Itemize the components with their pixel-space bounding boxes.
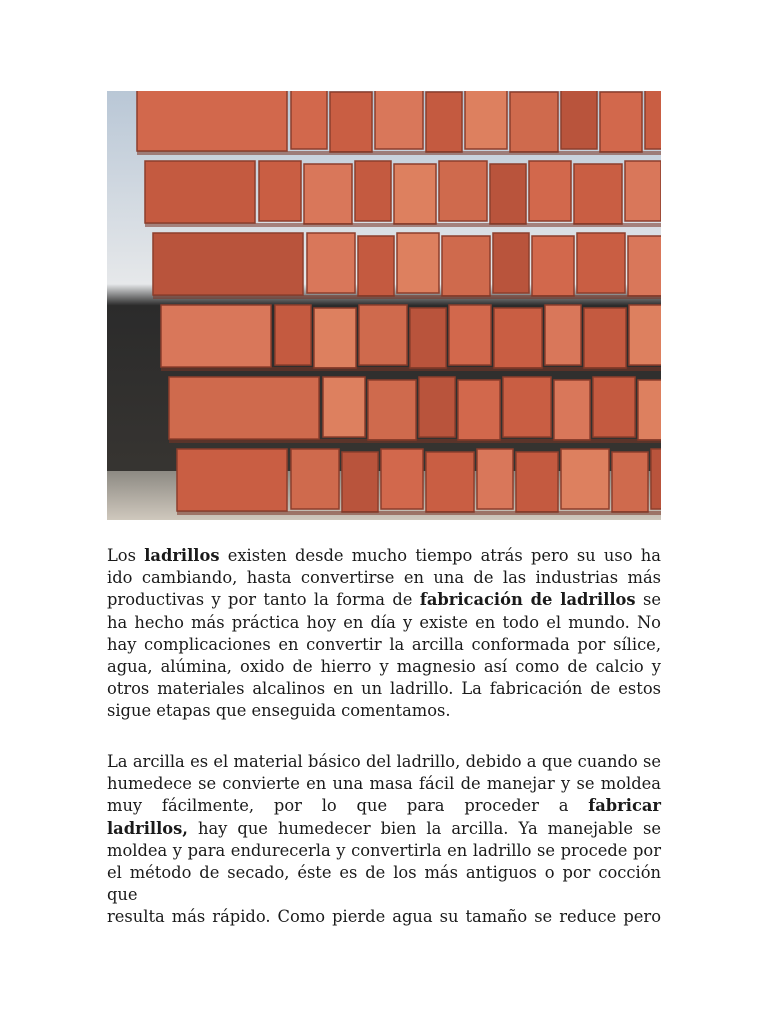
brick — [291, 449, 339, 509]
brick — [458, 380, 500, 440]
text-line — [107, 773, 661, 795]
brick — [426, 92, 462, 152]
brick — [561, 91, 597, 149]
text-line — [107, 634, 661, 656]
brick — [291, 91, 327, 149]
mortar-gap — [145, 223, 661, 227]
brick — [574, 164, 622, 224]
paragraph-arcilla — [107, 751, 661, 929]
text-line — [107, 567, 661, 589]
brick — [442, 236, 490, 296]
brick — [651, 449, 661, 509]
brick — [397, 233, 439, 293]
text-run: productivas y por tanto la forma de — [107, 590, 420, 610]
brick — [359, 305, 407, 365]
brick — [330, 92, 372, 152]
brick — [259, 161, 301, 221]
mortar-gap — [169, 439, 661, 443]
brick — [628, 236, 661, 296]
text-run: ido cambiando, hasta convertirse en una de las industrias más — [107, 568, 661, 588]
bold-keyword: ladrillos, — [107, 818, 188, 838]
brick — [516, 452, 558, 512]
brick — [561, 449, 609, 509]
brick — [355, 161, 391, 221]
brick — [577, 233, 625, 293]
brick — [600, 92, 642, 152]
text-run: se — [635, 590, 661, 610]
text-run: existen desde mucho tiempo atrás pero su uso ha — [219, 546, 661, 565]
text-line — [107, 545, 661, 567]
brick — [137, 91, 287, 151]
brick — [584, 308, 626, 368]
brick — [394, 164, 436, 224]
text-run: La arcilla es el material básico del ladrillo, debido a que cuando se — [107, 752, 661, 771]
brick — [307, 233, 355, 293]
brick — [494, 308, 542, 368]
brick — [645, 91, 661, 149]
text-line — [107, 612, 661, 634]
brick — [419, 377, 455, 437]
text-run: resulta más rápido. Como pierde agua su tamaño se reduce pero — [107, 907, 661, 927]
brick — [503, 377, 551, 437]
brick — [554, 380, 590, 440]
brick — [493, 233, 529, 293]
brick — [532, 236, 574, 296]
brick — [145, 161, 255, 223]
text-run: el método de secado, éste es de los más antiguos o por cocción que — [107, 863, 661, 905]
brick — [545, 305, 581, 365]
text-line — [107, 840, 661, 862]
brick — [449, 305, 491, 365]
brick — [529, 161, 571, 221]
brick — [161, 305, 271, 367]
text-line — [107, 700, 661, 722]
brick — [439, 161, 487, 221]
text-line — [107, 678, 661, 700]
brick — [368, 380, 416, 440]
bricks-photo — [107, 91, 661, 520]
text-line — [107, 906, 661, 928]
brick — [304, 164, 352, 224]
text-line — [107, 656, 661, 678]
text-run: sigue etapas que enseguida comentamos. — [107, 701, 451, 721]
text-run: ha hecho más práctica hoy en día y existe en todo el mundo. No — [107, 612, 661, 632]
brick — [625, 161, 661, 221]
mortar-gap — [137, 151, 661, 155]
text-run: Los — [107, 546, 145, 565]
brick — [465, 91, 507, 149]
brick — [510, 92, 558, 152]
text-line — [107, 795, 661, 817]
text-run: muy fácilmente, por lo que para proceder a — [107, 796, 589, 816]
brick — [593, 377, 635, 437]
brick — [169, 377, 319, 439]
paragraph-intro — [107, 545, 661, 723]
text-line — [107, 751, 661, 773]
text-run: moldea y para endurecerla y convertirla en ladrillo se procede por — [107, 840, 661, 860]
brick — [629, 305, 661, 365]
brick — [638, 380, 661, 440]
brick — [410, 308, 446, 368]
text-line — [107, 589, 661, 611]
text-run: otros materiales alcalinos en un ladrillo. La fabricación de estos — [107, 679, 661, 699]
brick — [314, 308, 356, 368]
brick — [153, 233, 303, 295]
brick — [323, 377, 365, 437]
bold-keyword: fabricar — [588, 796, 661, 816]
brick — [381, 449, 423, 509]
bold-keyword: fabricación de ladrillos — [419, 590, 636, 610]
brick-stack-illustration — [107, 91, 661, 520]
brick — [490, 164, 526, 224]
text-run: hay complicaciones en convertir la arcilla conformada por sílice, — [107, 634, 661, 654]
text-run: agua, alúmina, oxido de hierro y magnesio así como de calcio y — [107, 657, 661, 677]
brick — [477, 449, 513, 509]
mortar-gap — [153, 295, 661, 299]
text-line — [107, 818, 661, 840]
brick — [177, 449, 287, 511]
brick — [375, 91, 423, 149]
brick — [342, 452, 378, 512]
text-run: humedece se convierte en una masa fácil de manejar y se moldea — [107, 774, 661, 794]
brick — [426, 452, 474, 512]
brick — [358, 236, 394, 296]
text-line — [107, 862, 661, 906]
mortar-gap — [177, 511, 661, 515]
brick — [275, 305, 311, 365]
mortar-gap — [161, 367, 661, 371]
bold-keyword: ladrillos — [144, 546, 220, 565]
brick — [612, 452, 648, 512]
text-run: hay que humedecer bien la arcilla. Ya manejable se — [187, 818, 661, 838]
